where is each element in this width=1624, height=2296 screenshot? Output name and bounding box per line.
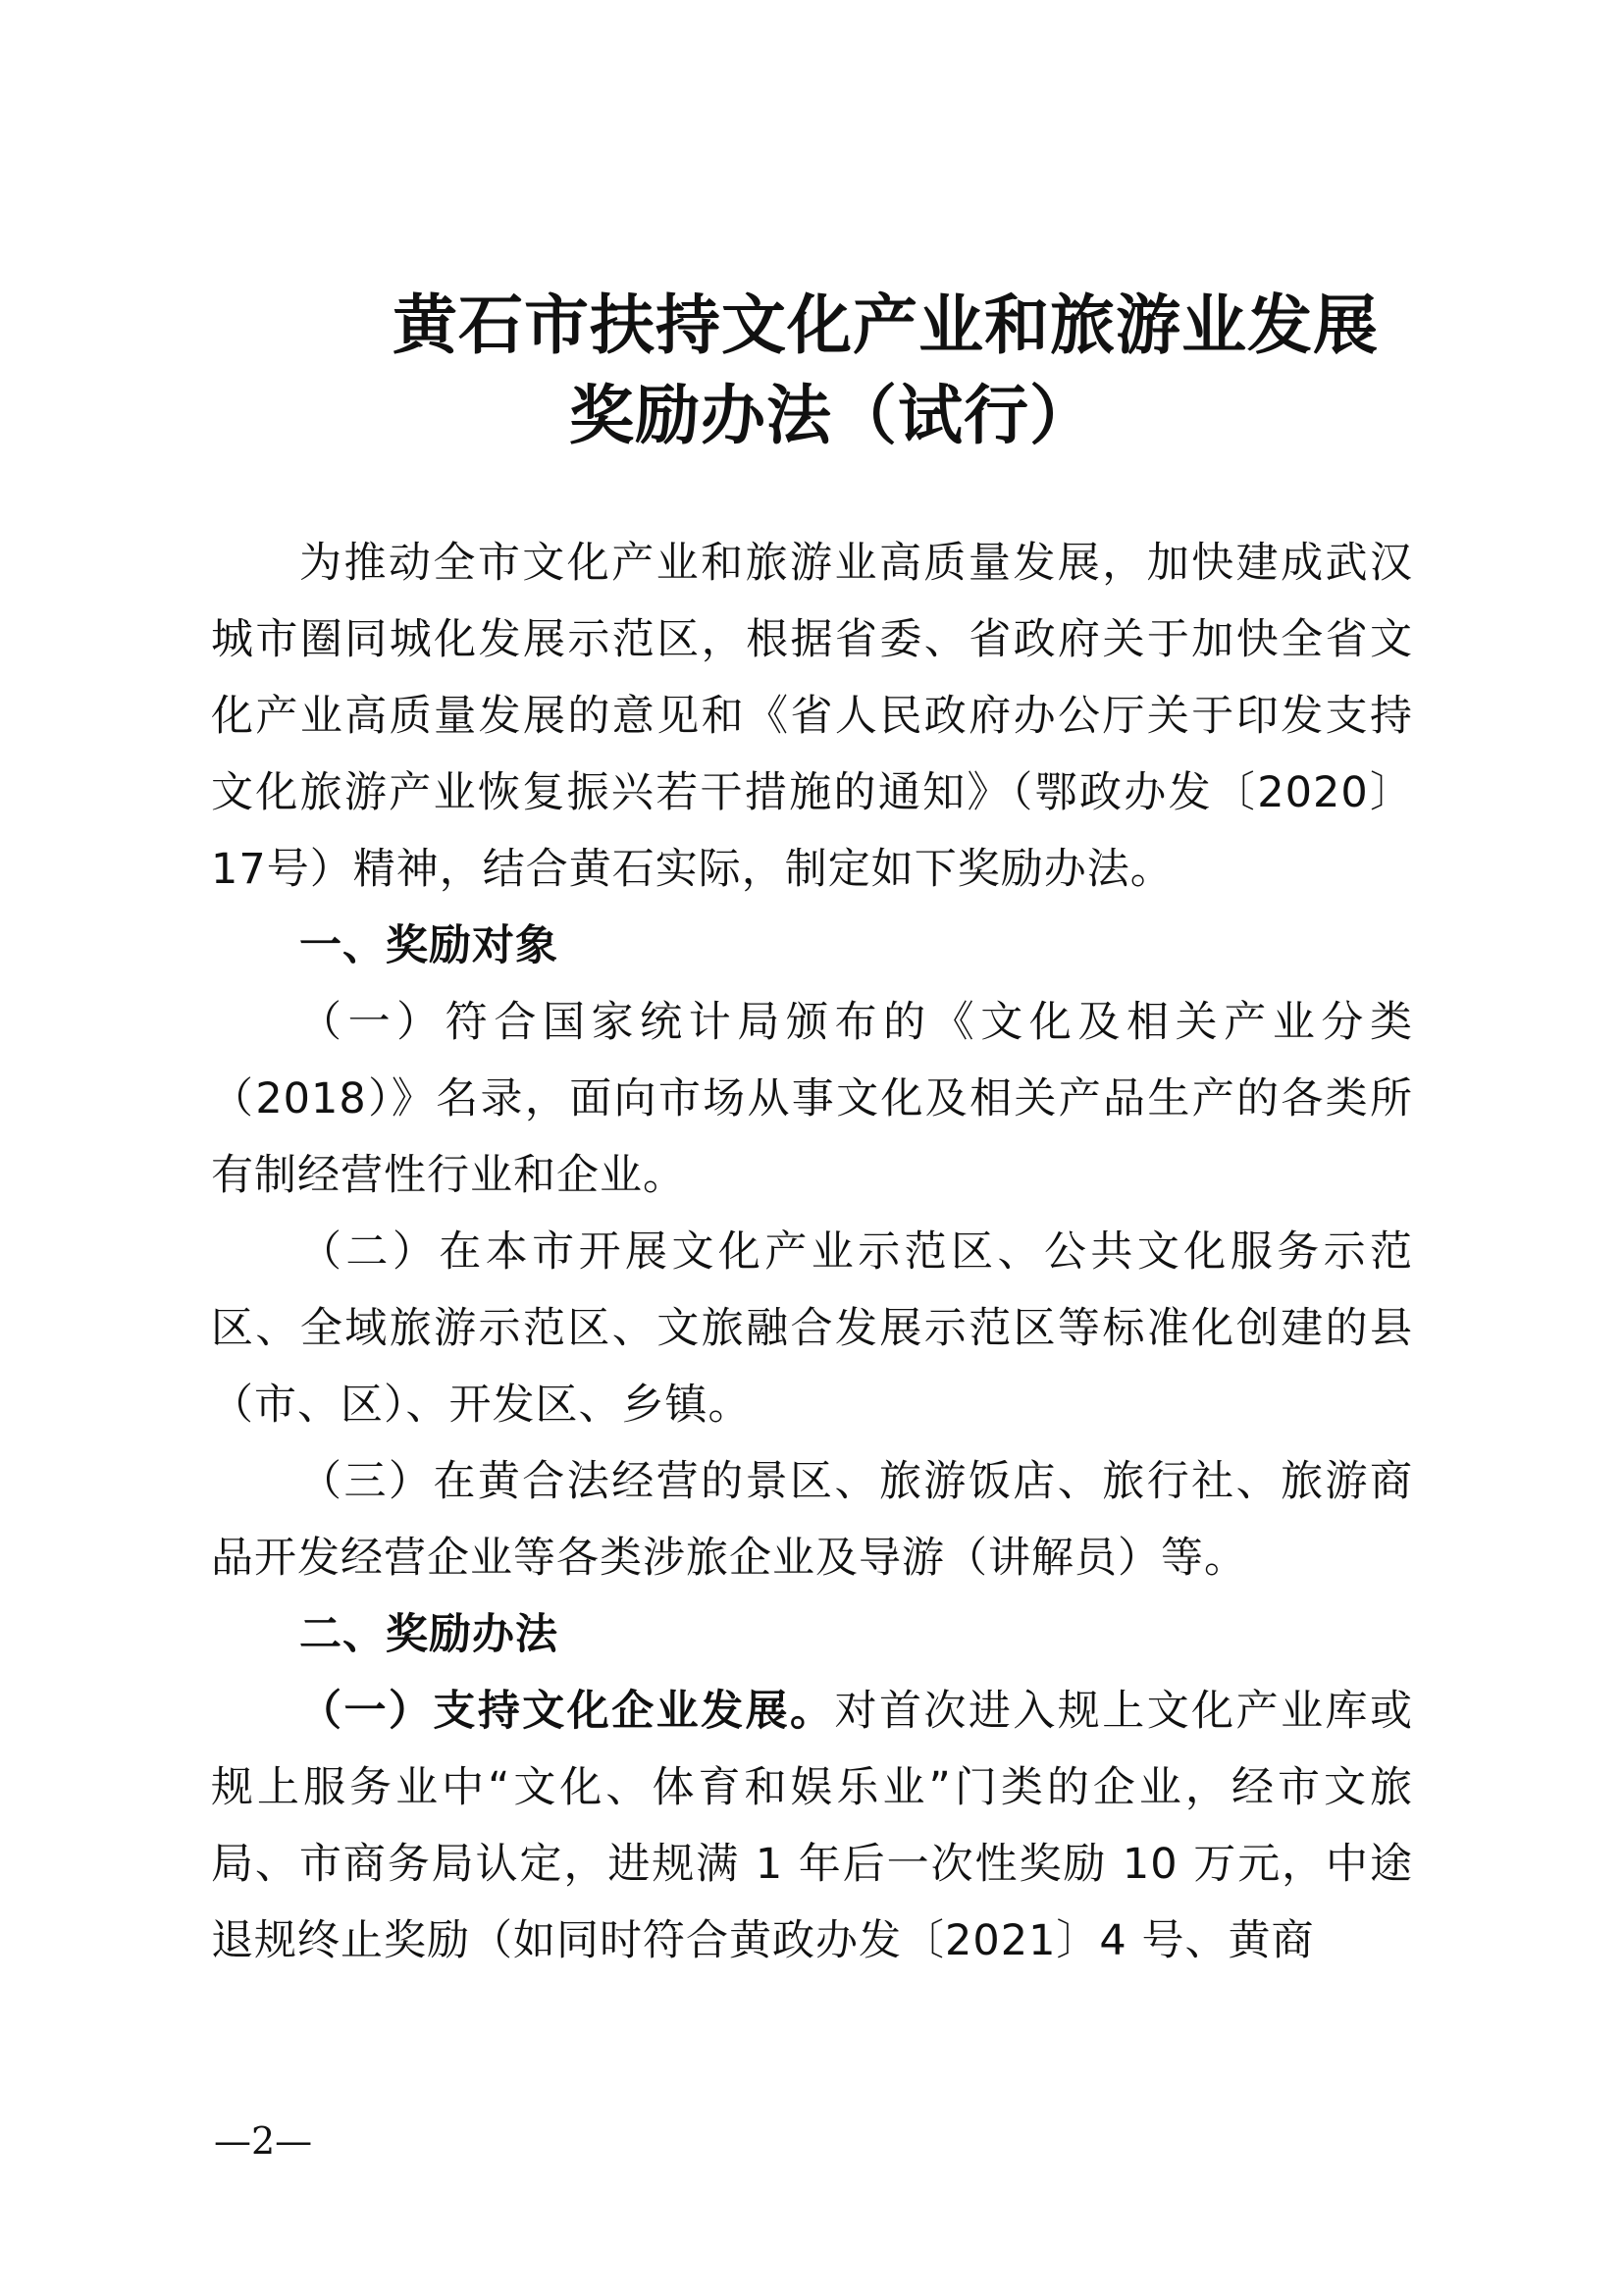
reward-target-item-2: （二）在本市开展文化产业示范区、公共文化服务示范区、全域旅游示范区、文旅融合发展示范区等标准化创建的县（市、区）、开发区、乡镇。: [211, 1227, 1413, 1430]
reward-method-item-1: [211, 1673, 1413, 1979]
intro-paragraph: 为推动全市文化产业和旅游业高质量发展，加快建成武汉城市圈同城化发展示范区，根据省委、省政府关于加快全省文化产业高质量发展的意见和《省人民政府办公厅关于印发支持文化旅游产业恢复振兴若干措施的通知》（鄂政办发〔2020〕17号）精神，结合黄石实际，制定如下奖励办法。: [211, 539, 1413, 894]
section-heading-reward-methods: 二、奖励办法: [299, 1610, 558, 1659]
section-heading-reward-targets: 一、奖励对象: [299, 921, 558, 970]
reward-target-item-3: （三）在黄合法经营的景区、旅游饭店、旅行社、旅游商品开发经营企业等各类涉旅企业及导游（讲解员）等。: [211, 1457, 1413, 1583]
reward-method-item-1-lead: （一）支持文化企业发展。: [299, 1687, 835, 1736]
reward-method-item-1-text: 对首次进入规上文化产业库或规上服务业中“文化、体育和娱乐业”门类的企业，经市文旅局、市商务局认定，进规满 1 年后一次性奖励 10 万元，中途退规终止奖励（如同时符合黄政办发〔2021〕4 号、黄商: [211, 1687, 1413, 1965]
title-line-2: 奖励办法（试行）: [569, 377, 1095, 453]
document-title: [0, 280, 1624, 460]
document-body: [211, 525, 1413, 1979]
title-line-1: 黄石市扶持文化产业和旅游业发展: [393, 287, 1379, 363]
page-number: —2—: [214, 2119, 313, 2163]
reward-target-item-1: （一）符合国家统计局颁布的《文化及相关产业分类（2018）》名录，面向市场从事文化及相关产品生产的各类所有制经营性行业和企业。: [211, 998, 1413, 1200]
